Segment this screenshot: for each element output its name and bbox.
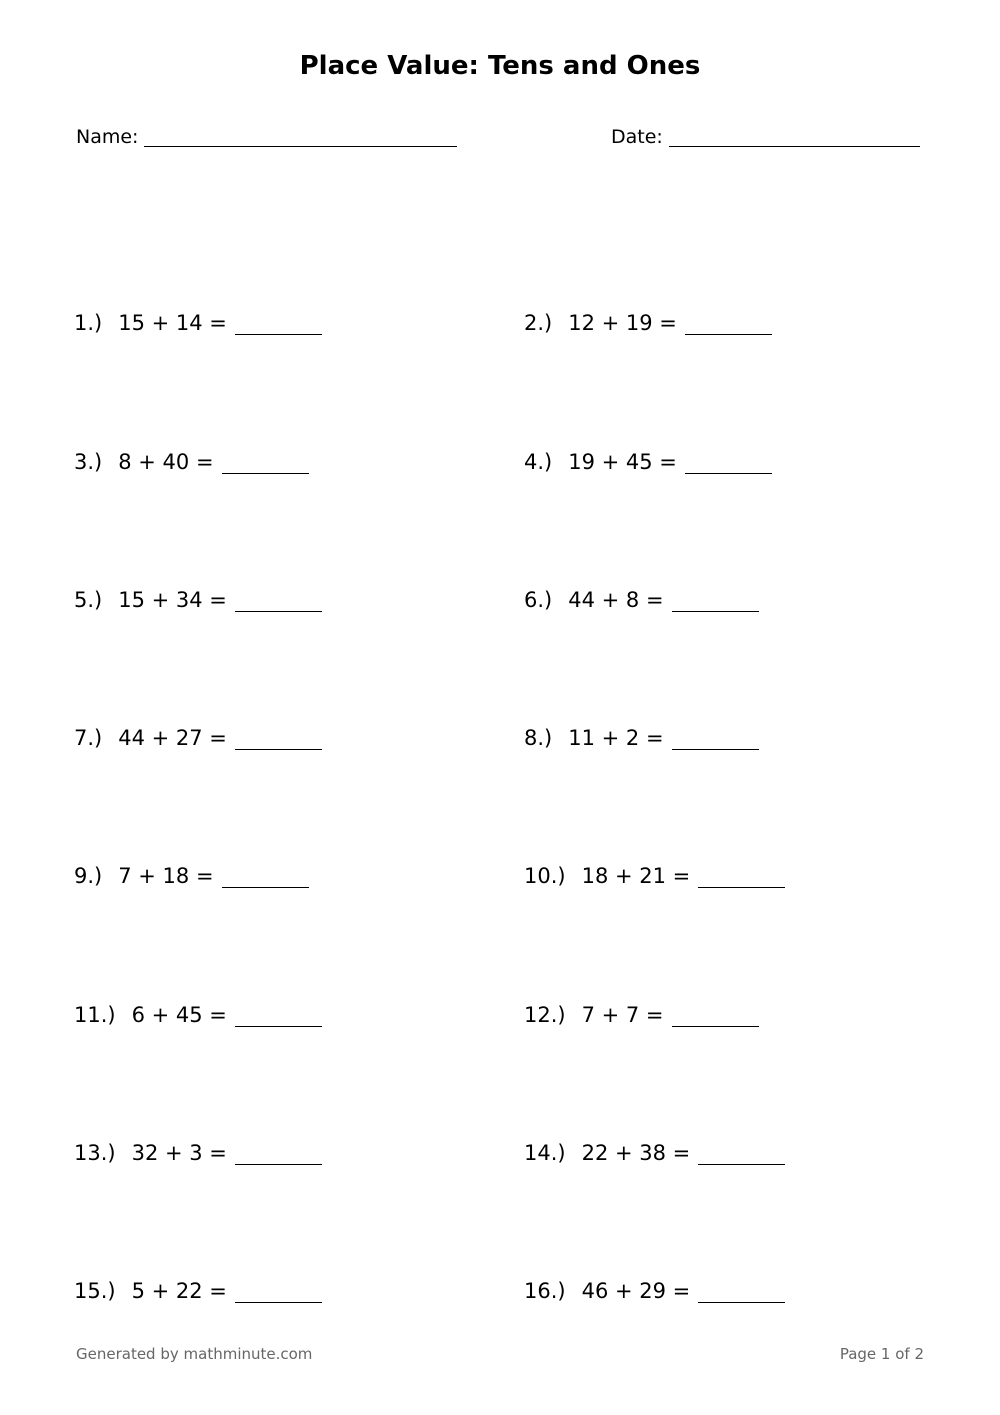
problem-expression: 8 + 40 =	[118, 449, 214, 474]
problem-number: 5.)	[74, 587, 103, 612]
problem-expression: 46 + 29 =	[581, 1279, 691, 1304]
problem-item	[524, 891, 924, 1029]
name-field[interactable]	[76, 124, 457, 150]
answer-blank[interactable]	[235, 1282, 322, 1303]
problem-number: 14.)	[524, 1141, 566, 1166]
problem-expression: 44 + 27 =	[118, 726, 227, 751]
footer-generator: Generated by mathminute.com	[76, 1345, 313, 1363]
name-blank-line[interactable]	[144, 126, 457, 147]
problem-grid	[74, 200, 934, 1306]
problem-item	[74, 615, 524, 753]
problem-item	[74, 753, 524, 891]
problem-number: 3.)	[74, 449, 103, 474]
problem-number: 13.)	[74, 1141, 116, 1166]
problem-expression: 18 + 21 =	[581, 864, 691, 889]
answer-blank[interactable]	[222, 867, 309, 888]
problem-number: 8.)	[524, 726, 553, 751]
answer-blank[interactable]	[685, 453, 772, 474]
answer-blank[interactable]	[235, 591, 322, 612]
problem-expression: 12 + 19 =	[568, 311, 677, 336]
problem-item	[74, 477, 524, 615]
answer-blank[interactable]	[672, 1006, 759, 1027]
problem-number: 10.)	[524, 864, 566, 889]
problem-expression: 15 + 34 =	[118, 587, 227, 612]
answer-blank[interactable]	[672, 729, 759, 750]
problem-item	[524, 615, 924, 753]
problem-item	[524, 338, 924, 476]
problem-item	[74, 1030, 524, 1168]
date-field[interactable]	[611, 124, 920, 150]
answer-blank[interactable]	[672, 591, 759, 612]
answer-blank[interactable]	[698, 1144, 785, 1165]
problem-number: 4.)	[524, 449, 553, 474]
problem-expression: 6 + 45 =	[131, 1002, 227, 1027]
answer-blank[interactable]	[235, 729, 322, 750]
date-blank-line[interactable]	[669, 126, 920, 147]
problem-item	[524, 753, 924, 891]
problem-expression: 11 + 2 =	[568, 726, 664, 751]
problem-number: 1.)	[74, 311, 103, 336]
problem-expression: 5 + 22 =	[131, 1279, 227, 1304]
problem-item	[524, 200, 924, 338]
problem-number: 6.)	[524, 587, 553, 612]
answer-blank[interactable]	[222, 453, 309, 474]
problem-number: 9.)	[74, 864, 103, 889]
problem-expression: 7 + 7 =	[581, 1002, 664, 1027]
problem-expression: 32 + 3 =	[131, 1141, 227, 1166]
problem-item	[74, 891, 524, 1029]
answer-blank[interactable]	[685, 314, 772, 335]
problem-expression: 19 + 45 =	[568, 449, 677, 474]
answer-blank[interactable]	[235, 314, 322, 335]
footer-page-number: Page 1 of 2	[839, 1345, 924, 1363]
problem-number: 15.)	[74, 1279, 116, 1304]
answer-blank[interactable]	[235, 1006, 322, 1027]
problem-item	[74, 200, 524, 338]
problem-item	[524, 1030, 924, 1168]
problem-number: 7.)	[74, 726, 103, 751]
date-label: Date:	[611, 126, 663, 148]
problem-expression: 22 + 38 =	[581, 1141, 691, 1166]
name-label: Name:	[76, 126, 139, 148]
problem-item	[74, 338, 524, 476]
problem-expression: 7 + 18 =	[118, 864, 214, 889]
problem-number: 16.)	[524, 1279, 566, 1304]
answer-blank[interactable]	[235, 1144, 322, 1165]
page-title: Place Value: Tens and Ones	[299, 51, 701, 81]
problem-expression: 44 + 8 =	[568, 587, 664, 612]
problem-item	[524, 1168, 924, 1306]
problem-number: 12.)	[524, 1002, 566, 1027]
problem-item	[74, 1168, 524, 1306]
answer-blank[interactable]	[698, 867, 785, 888]
answer-blank[interactable]	[698, 1282, 785, 1303]
problem-number: 2.)	[524, 311, 553, 336]
problem-expression: 15 + 14 =	[118, 311, 227, 336]
problem-number: 11.)	[74, 1002, 116, 1027]
problem-item	[524, 477, 924, 615]
